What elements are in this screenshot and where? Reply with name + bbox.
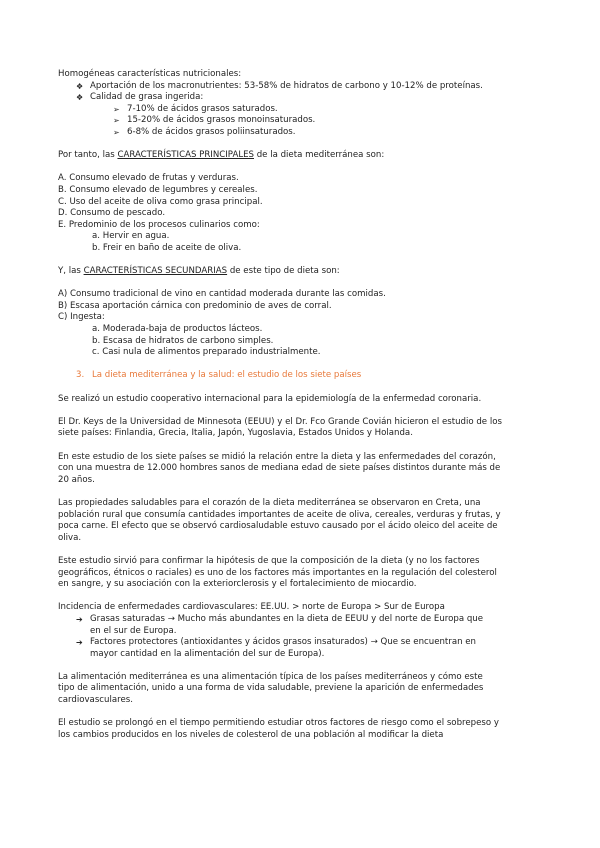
- paragraph-line: siete países: Finlandia, Grecia, Italia, Japón, Yugoslavia, Estados Unidos y Holanda.: [58, 428, 413, 439]
- paragraph-line: en sangre, y su asociación con la exteriorclerosis y el fortalecimiento de miocardio.: [58, 579, 417, 590]
- list-item: D. Consumo de pescado.: [58, 208, 166, 219]
- list-item: ➢ 15-20% de ácidos grasos monoinsaturados.: [113, 115, 316, 126]
- list-item: c. Casi nula de alimentos preparado industrialmente.: [92, 347, 321, 358]
- paragraph-line: Las propiedades saludables para el corazón de la dieta mediterránea se observaron en Creta, una: [58, 497, 481, 508]
- document-body: [58, 69, 548, 741]
- list-item: a. Moderada-baja de productos lácteos.: [92, 324, 263, 335]
- paragraph-line: población rural que consumía cantidades importantes de aceite de oliva, cereales, verduras y frutas, y: [58, 509, 501, 520]
- paragraph-line: 20 años.: [58, 474, 95, 485]
- diamond-bullet-icon: ❖: [76, 93, 84, 103]
- list-item: C) Ingesta:: [58, 312, 105, 323]
- arrowhead-bullet-icon: ➢: [113, 104, 120, 114]
- paragraph-line: El estudio se prolongó en el tiempo permitiendo estudiar otros factores de riesgo como el sobrepeso y: [58, 718, 499, 729]
- paragraph-line: El Dr. Keys de la Universidad de Minnesota (EEUU) y el Dr. Fco Grande Covián hicieron el estudio de los: [58, 416, 502, 427]
- paragraph-line: cardiovasculares.: [58, 695, 133, 706]
- paragraph-line: La alimentación mediterránea es una alimentación típica de los países mediterráneos y cómo este: [58, 671, 483, 682]
- list-item: E. Predominio de los procesos culinarios como:: [58, 219, 260, 230]
- paragraph-line: los cambios producidos en los niveles de colesterol de una población al modificar la dieta: [58, 729, 444, 740]
- list-item: C. Uso del aceite de oliva como grasa principal.: [58, 196, 263, 207]
- secundarias-intro: Y, las CARACTERÍSTICAS SECUNDARIAS de este tipo de dieta son:: [58, 266, 340, 277]
- paragraph-line: Este estudio sirvió para confirmar la hipótesis de que la composición de la dieta (y no los factores: [58, 555, 480, 566]
- paragraph-line: con una muestra de 12.000 hombres sanos de mediana edad de siete países distintos durante más de: [58, 463, 501, 474]
- list-item: ➢ 7-10% de ácidos grasos saturados.: [113, 103, 278, 114]
- paragraph-line: En este estudio de los siete países se midió la relación entre la dieta y las enfermedades del corazón,: [58, 451, 496, 462]
- arrow-bullet-icon: ➔: [76, 614, 83, 624]
- list-item: A) Consumo tradicional de vino en cantidad moderada durante las comidas.: [58, 289, 386, 300]
- list-item: ❖ Calidad de grasa ingerida:: [76, 92, 204, 103]
- diamond-bullet-icon: ❖: [76, 81, 84, 91]
- list-item: B) Escasa aportación cárnica con predominio de aves de corral.: [58, 300, 332, 311]
- incidencia-line: Incidencia de enfermedades cardiovasculares: EE.UU. > norte de Europa > Sur de Europa: [58, 602, 445, 613]
- list-item: A. Consumo elevado de frutas y verduras.: [58, 173, 239, 184]
- paragraph-line: tipo de alimentación, unido a una forma de vida saludable, previene la aparición de enfermedades: [58, 683, 484, 694]
- intro-line: Homogéneas características nutricionales:: [58, 69, 242, 79]
- list-item: ❖ Aportación de los macronutrientes: 53-58% de hidratos de carbono y 10-12% de proteínas.: [76, 80, 483, 91]
- list-item: b. Escasa de hidratos de carbono simples.: [92, 335, 274, 346]
- arrowhead-bullet-icon: ➢: [113, 127, 120, 137]
- paragraph-line: poca carne. El efecto que se observó cardiosaludable estuvo causado por el ácido oleico del aceite de: [58, 521, 498, 532]
- list-item: a. Hervir en agua.: [92, 231, 170, 242]
- section-heading: 3. La dieta mediterránea y la salud: el estudio de los siete países: [76, 370, 362, 381]
- list-item: ➢ 6-8% de ácidos grasos poliinsaturados.: [113, 126, 296, 137]
- list-item: ➔ Grasas saturadas → Mucho más abundantes en la dieta de EEUU y del norte de Europa que en el sur de Europa.: [76, 613, 484, 636]
- arrowhead-bullet-icon: ➢: [113, 116, 120, 126]
- paragraph: Se realizó un estudio cooperativo internacional para la epidemiología de la enfermedad coronaria.: [58, 393, 482, 404]
- paragraph-line: geográficos, étnicos o raciales) es uno de los factores más importantes en la regulación del colesterol: [58, 567, 497, 578]
- principales-intro: Por tanto, las CARACTERÍSTICAS PRINCIPALES de la dieta mediterránea son:: [58, 150, 385, 161]
- list-item: b. Freir en baño de aceite de oliva.: [92, 242, 242, 253]
- paragraph-line: oliva.: [58, 532, 82, 543]
- list-item: ➔ Factores protectores (antioxidantes y ácidos grasos insaturados) → Que se encuentran en mayor cantidad en la alimentación del sur de Europa).: [76, 637, 477, 659]
- list-item: B. Consumo elevado de legumbres y cereales.: [58, 184, 258, 195]
- arrow-bullet-icon: ➔: [76, 638, 83, 648]
